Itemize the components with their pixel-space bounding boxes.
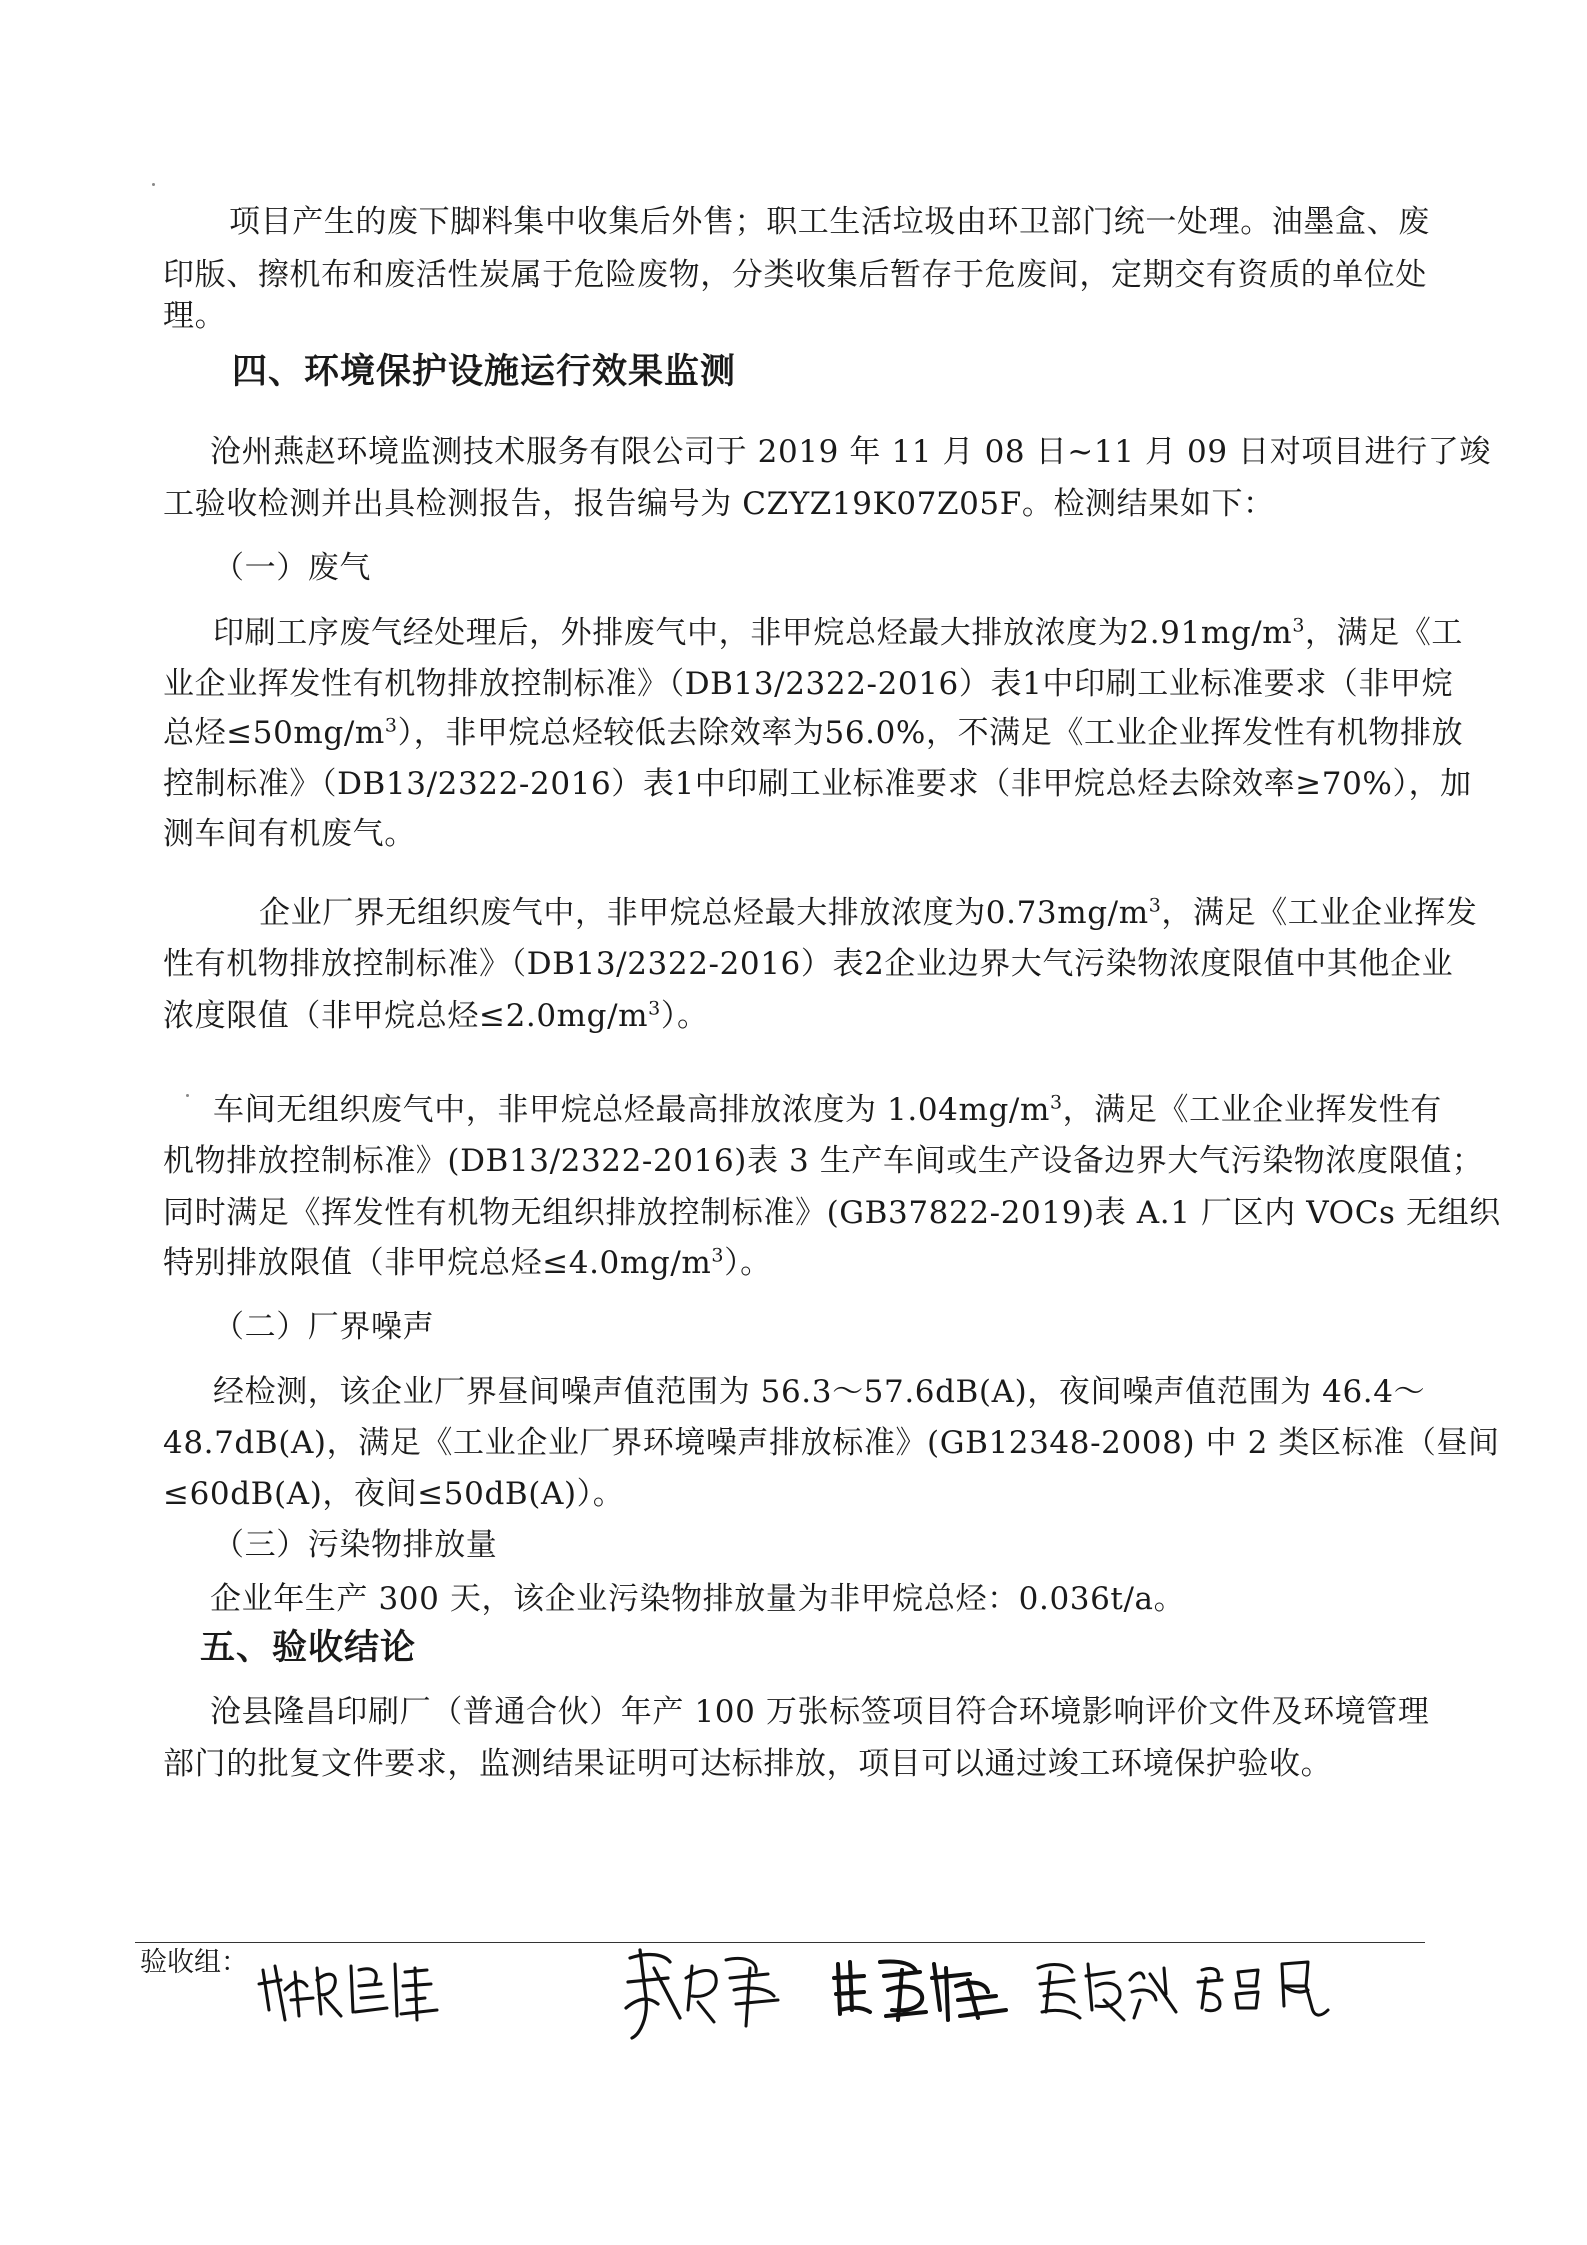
- paragraph-exhaust-line-1: 印刷工序废气经处理后，外排废气中，非甲烷总烃最大排放浓度为$2.91mg/m^3$，满足《工: [213, 614, 1464, 651]
- paragraph-conclusion-line-2: 部门的批复文件要求，监测结果证明可达标排放，项目可以通过竣工环境保护验收。: [163, 1746, 1333, 1782]
- paragraph-exhaust-line-4: 控制标准》（DB13/2322-2016）表1中印刷工业标准要求（非甲烷总烃去除效率≥70%），加: [163, 766, 1472, 802]
- handwritten-signature: [618, 1938, 788, 2048]
- scan-speck: [186, 1094, 189, 1097]
- paragraph-waste-line-3: 理。: [163, 298, 227, 334]
- paragraph-boundary-line-2: 性有机物排放控制标准》（DB13/2322-2016）表2企业边界大气污染物浓度限值中其他企业: [163, 946, 1454, 982]
- subheading-emissions: （三）污染物排放量: [213, 1527, 498, 1563]
- subheading-exhaust-gas: （一）废气: [213, 550, 371, 586]
- subheading-noise: （二）厂界噪声: [213, 1309, 435, 1345]
- handwritten-signature: [1188, 1946, 1338, 2026]
- scan-speck: [152, 183, 155, 186]
- paragraph-workshop-line-3: 同时满足《挥发性有机物无组织排放控制标准》(GB37822-2019)表 A.1 厂区内 VOCs 无组织: [163, 1195, 1501, 1231]
- paragraph-workshop-line-4: 特别排放限值（非甲烷总烃$\le 4.0mg/m^3$）。: [163, 1244, 772, 1281]
- section-heading-monitoring: 四、环境保护设施运行效果监测: [232, 351, 737, 392]
- paragraph-conclusion-line-1: 沧县隆昌印刷厂（普通合伙）年产 100 万张标签项目符合环境影响评价文件及环境管理: [210, 1694, 1430, 1730]
- paragraph-noise-line-1: 经检测，该企业厂界昼间噪声值范围为 56.3～57.6dB(A)，夜间噪声值范围为 46.4～: [213, 1374, 1426, 1410]
- paragraph-exhaust-line-2: 业企业挥发性有机物排放控制标准》（DB13/2322-2016）表1中印刷工业标准要求（非甲烷: [163, 666, 1454, 702]
- handwritten-signature: [255, 1950, 445, 2030]
- paragraph-noise-line-2: 48.7dB(A)，满足《工业企业厂界环境噪声排放标准》(GB12348-2008) 中 2 类区标准（昼间: [163, 1425, 1500, 1461]
- paragraph-workshop-line-1: 车间无组织废气中，非甲烷总烃最高排放浓度为 $1.04mg/m^3$，满足《工业企业挥发性有: [213, 1091, 1442, 1128]
- signature-label: 验收组：: [140, 1947, 248, 1978]
- paragraph-exhaust-line-5: 测车间有机废气。: [163, 816, 416, 852]
- section-heading-conclusion: 五、验收结论: [200, 1627, 417, 1668]
- handwritten-signature: [1030, 1950, 1190, 2030]
- paragraph-emissions-line-1: 企业年生产 300 天，该企业污染物排放量为非甲烷总烃：0.036t/a。: [210, 1581, 1186, 1617]
- paragraph-monitoring-line-1: 沧州燕赵环境监测技术服务有限公司于 2019 年 11 月 08 日~11 月 09 日对项目进行了竣: [210, 434, 1491, 470]
- paragraph-noise-line-3: ≤60dB(A)，夜间≤50dB(A)）。: [163, 1476, 625, 1512]
- paragraph-waste-line-1: 项目产生的废下脚料集中收集后外售；职工生活垃圾由环卫部门统一处理。油墨盒、废: [229, 204, 1430, 240]
- paragraph-boundary-line-3: 浓度限值（非甲烷总烃$\le 2.0mg/m^3$）。: [163, 997, 709, 1034]
- paragraph-exhaust-line-3: 总烃$\le 50mg/m^3$），非甲烷总烃较低去除效率为56.0%，不满足《工业企业挥发性有机物排放: [163, 714, 1464, 751]
- paragraph-workshop-line-2: 机物排放控制标准》(DB13/2322-2016)表 3 生产车间或生产设备边界大气污染物浓度限值；: [163, 1143, 1484, 1179]
- paragraph-waste-line-2: 印版、擦机布和废活性炭属于危险废物，分类收集后暂存于危废间，定期交有资质的单位处: [163, 257, 1427, 293]
- paragraph-boundary-line-1: 企业厂界无组织废气中，非甲烷总烃最大排放浓度为$0.73mg/m^3$，满足《工业企业挥发: [259, 894, 1478, 931]
- paragraph-monitoring-line-2: 工验收检测并出具检测报告，报告编号为 CZYZ19K07Z05F。检测结果如下：: [163, 486, 1275, 522]
- handwritten-signature: [830, 1950, 1020, 2030]
